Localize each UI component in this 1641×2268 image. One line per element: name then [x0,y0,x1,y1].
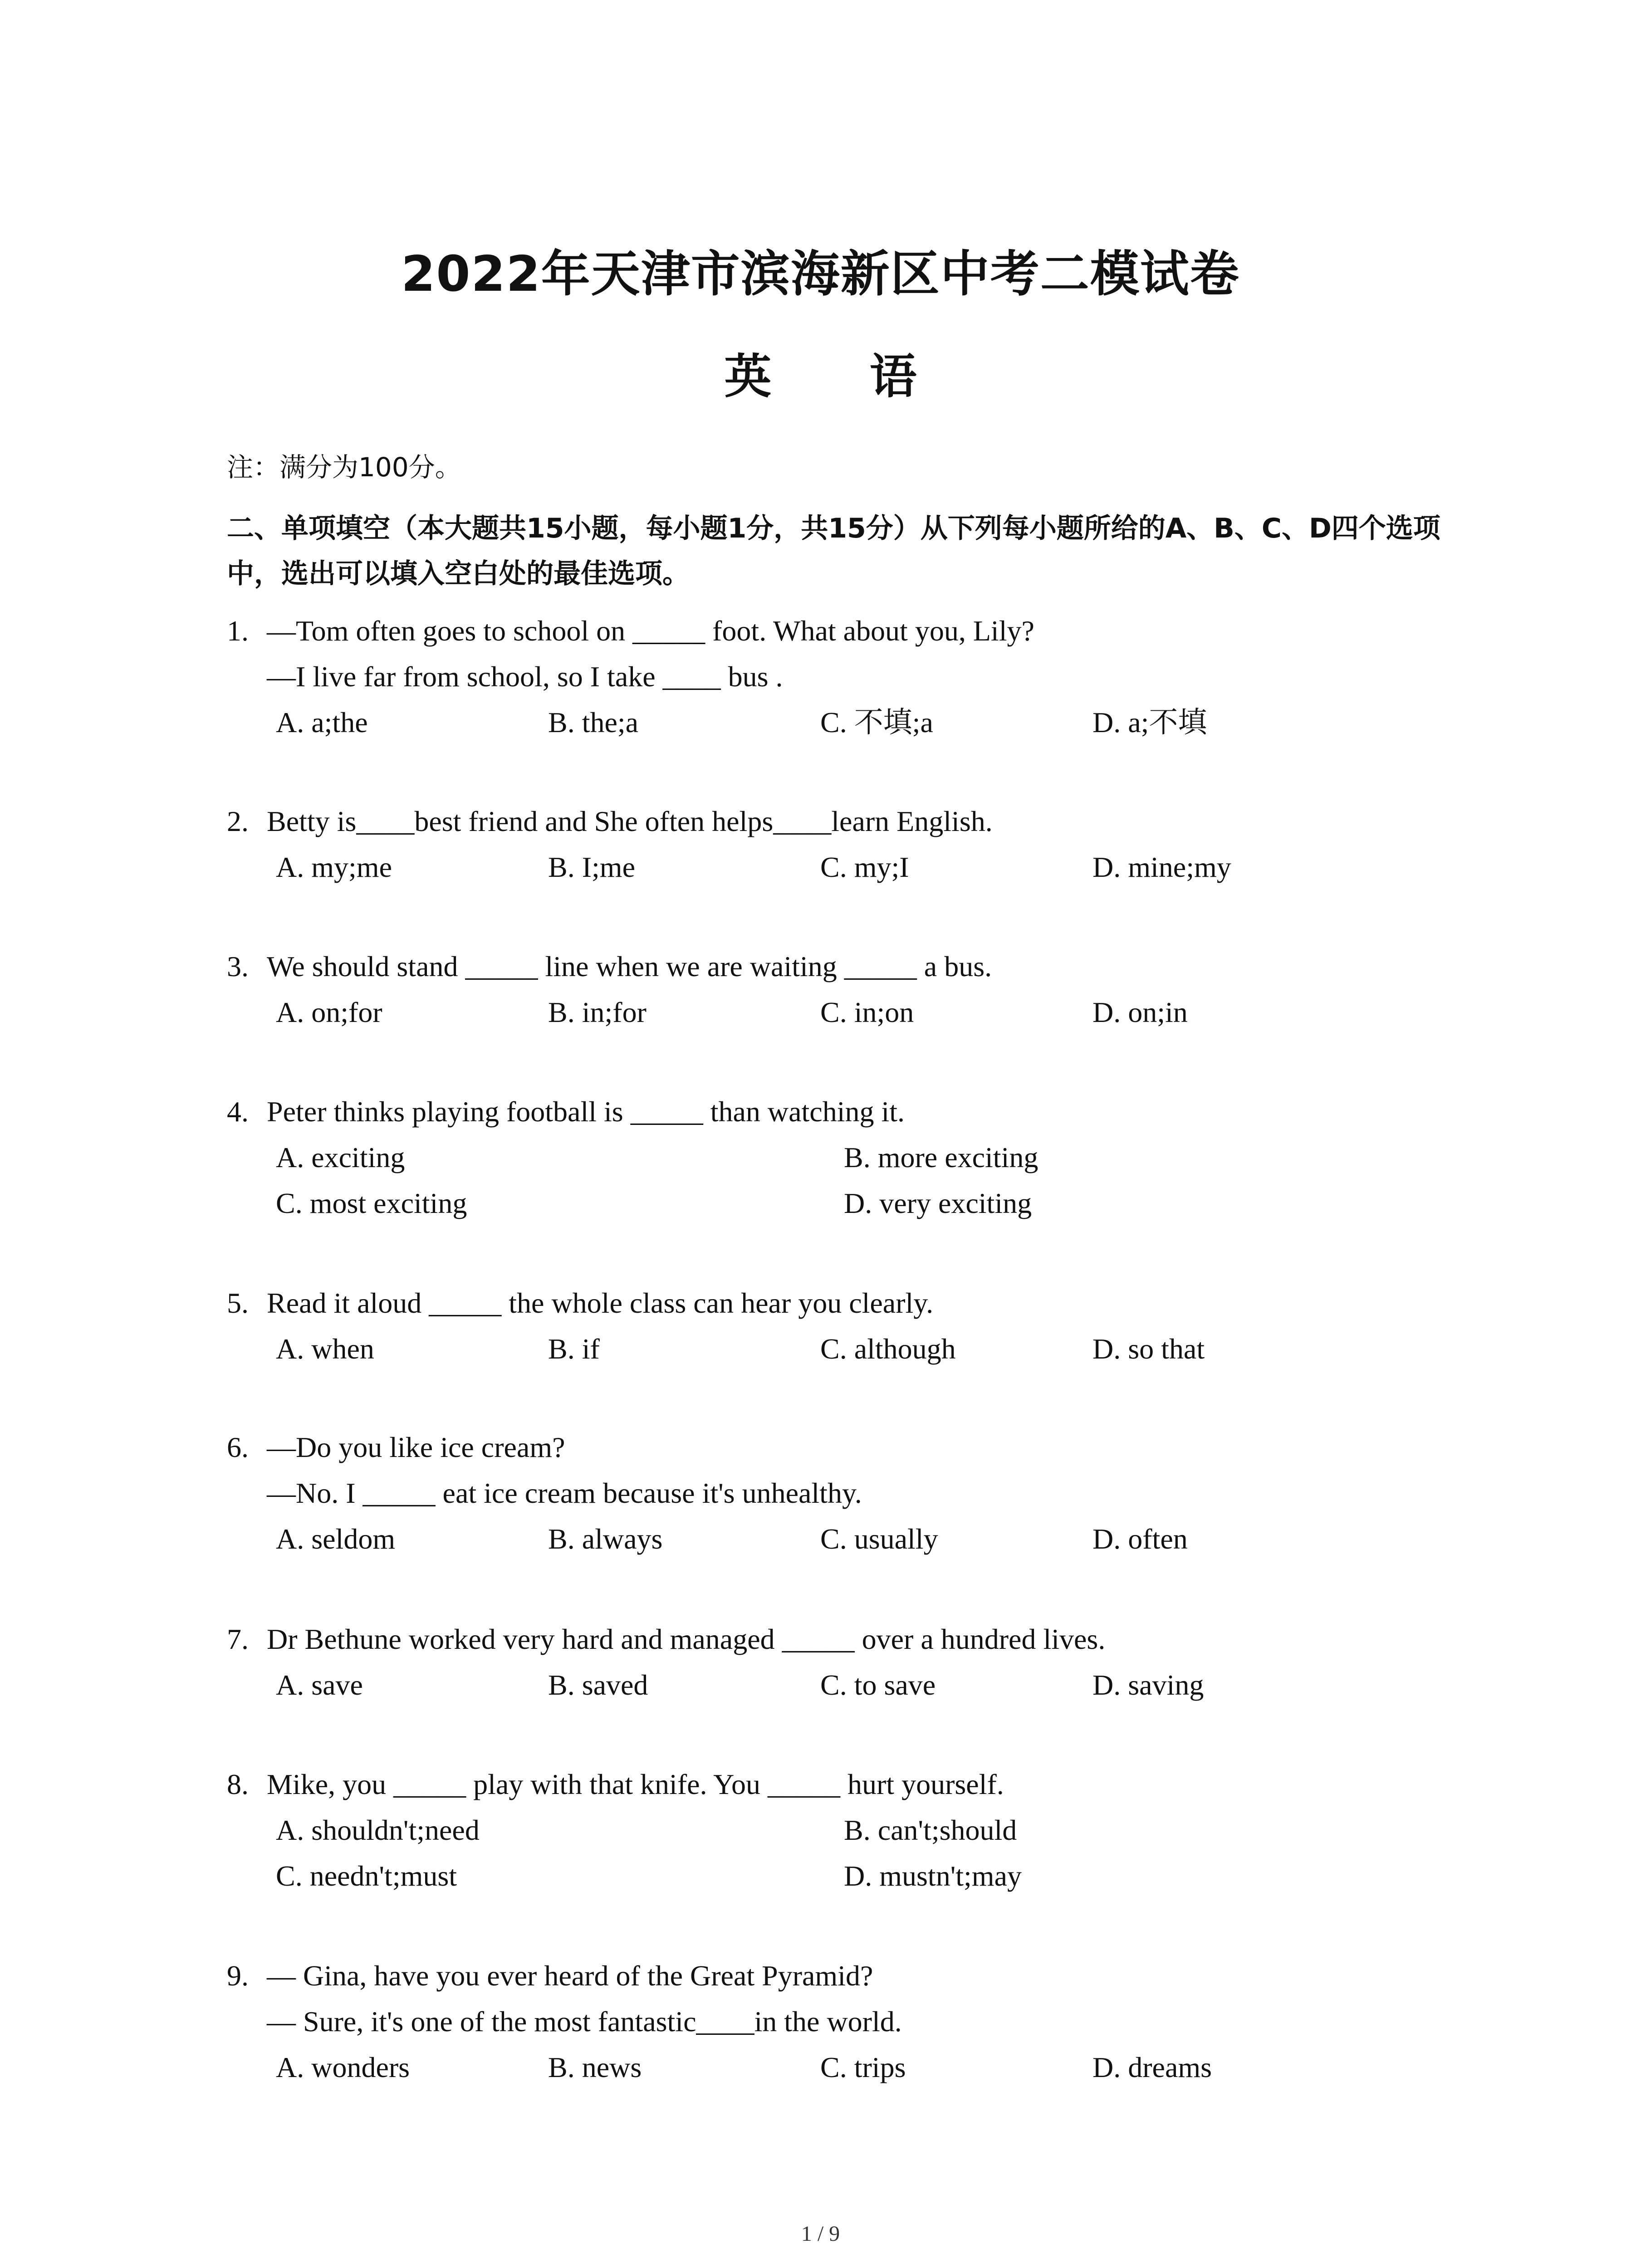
option-c: C. 不填;a [820,706,933,738]
option-c: C. usually [820,1523,938,1555]
option-list [227,2044,1452,2090]
question-text: Peter thinks playing football is _____ than watching it. [267,1095,905,1128]
option-a: A. wonders [276,2051,410,2083]
option-list [227,1326,1452,1372]
option-a: A. seldom [276,1523,396,1555]
option-c: C. my;I [820,851,909,883]
page-number: 1 / 9 [801,2222,840,2246]
question-text: — Sure, it's one of the most fantastic____in the world. [267,2005,902,2038]
option-d: D. on;in [1092,996,1188,1028]
question-number: 6. [227,1431,249,1463]
question-text: We should stand _____ line when we are waiting _____ a bus. [267,950,992,982]
question-number: 3. [227,950,249,982]
option-b: B. if [548,1333,600,1365]
question-2 [227,798,1452,890]
option-list [227,1516,1452,1562]
question-text: Mike, you _____ play with that knife. You _____ hurt yourself. [267,1768,1004,1800]
question-number: 7. [227,1623,249,1655]
option-d: D. very exciting [844,1187,1032,1219]
option-list [227,1807,1452,1853]
question-text: —No. I _____ eat ice cream because it's unhealthy. [267,1477,862,1509]
page-title: 2022年天津市滨海新区中考二模试卷 [401,246,1240,303]
score-note: 注：满分为100分。 [227,452,461,483]
question-text: —Tom often goes to school on _____ foot. What about you, Lily? [267,615,1034,647]
question-number: 9. [227,1960,249,1992]
question-text: Betty is____best friend and She often helps____learn English. [267,805,993,837]
option-d: D. a;不填 [1092,706,1207,738]
option-list [227,1853,1452,1899]
option-d: D. so that [1092,1333,1205,1365]
question-number: 2. [227,805,249,837]
option-list [227,844,1452,890]
option-b: B. news [548,2051,642,2083]
option-c: C. to save [820,1669,936,1701]
question-number: 8. [227,1768,249,1800]
option-b: B. can't;should [844,1814,1017,1846]
option-a: A. on;for [276,996,382,1028]
question-4 [227,1089,1452,1226]
section-instruction: 二、单项填空（本大题共15小题，每小题1分，共15分）从下列每小题所给的A、B、C、D四个选项中，选出可以填入空白处的最佳选项。 [227,513,1440,590]
option-a: A. exciting [276,1141,405,1173]
option-list [227,1180,1452,1226]
question-text: — Gina, have you ever heard of the Great Pyramid? [267,1960,873,1992]
option-d: D. dreams [1092,2051,1212,2083]
option-b: B. the;a [548,706,639,738]
option-b: B. more exciting [844,1141,1038,1173]
option-b: B. saved [548,1669,648,1701]
option-list [227,1662,1452,1708]
option-list [227,989,1452,1035]
option-b: B. I;me [548,851,635,883]
option-list [227,699,1452,745]
question-text: Read it aloud _____ the whole class can hear you clearly. [267,1287,934,1319]
option-c: C. in;on [820,996,914,1028]
option-list [227,1134,1452,1180]
option-c: C. needn't;must [276,1860,457,1892]
question-7 [227,1616,1452,1708]
page-subtitle: 英 语 [724,349,958,404]
option-d: D. saving [1092,1669,1204,1701]
option-a: A. when [276,1333,374,1365]
option-a: A. save [276,1669,363,1701]
question-number: 5. [227,1287,249,1319]
option-a: A. my;me [276,851,392,883]
option-c: C. trips [820,2051,906,2083]
question-text: Dr Bethune worked very hard and managed _____ over a hundred lives. [267,1623,1106,1655]
question-text: —Do you like ice cream? [267,1431,565,1463]
option-d: D. often [1092,1523,1188,1555]
option-a: A. shouldn't;need [276,1814,480,1846]
question-text: —I live far from school, so I take ____ bus . [267,660,783,693]
question-5 [227,1280,1452,1372]
option-c: C. although [820,1333,956,1365]
option-a: A. a;the [276,706,368,738]
option-b: B. in;for [548,996,647,1028]
question-number: 1. [227,615,249,647]
question-6 [227,1424,1452,1562]
option-c: C. most exciting [276,1187,467,1219]
option-d: D. mine;my [1092,851,1231,883]
option-b: B. always [548,1523,663,1555]
option-d: D. mustn't;may [844,1860,1022,1892]
question-9 [227,1953,1452,2090]
question-number: 4. [227,1095,249,1128]
question-8 [227,1761,1452,1899]
question-3 [227,943,1452,1035]
question-1 [227,608,1452,745]
